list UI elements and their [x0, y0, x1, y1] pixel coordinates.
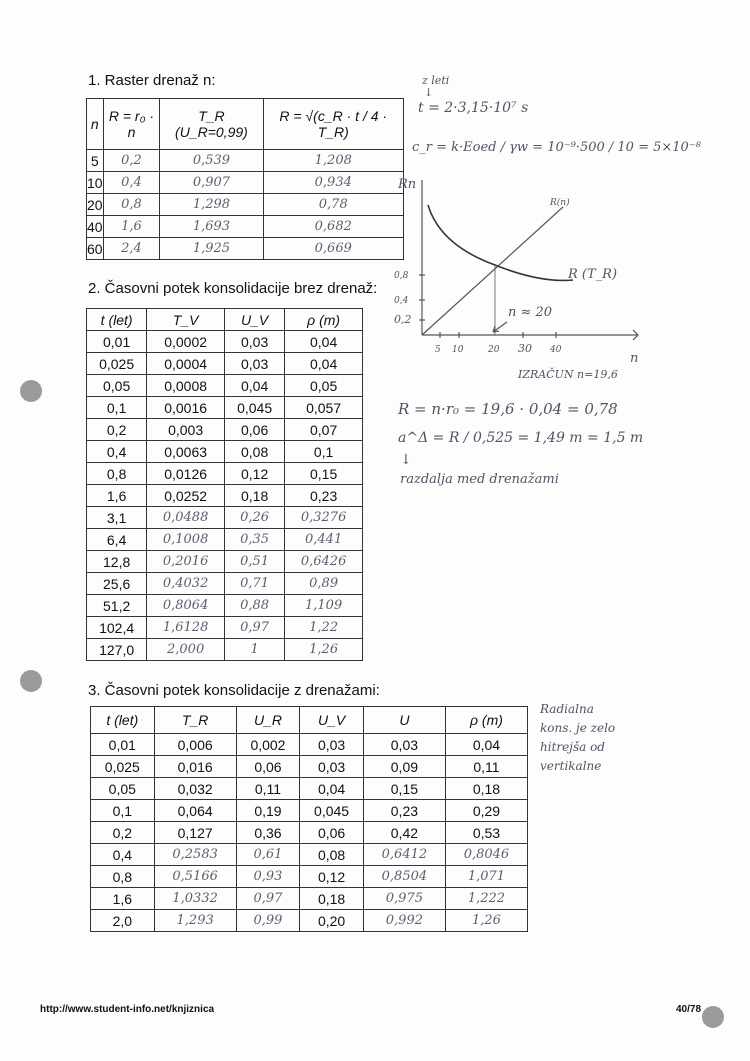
column-header: T_V: [147, 309, 225, 331]
table-cell: 1,925: [160, 238, 263, 260]
table-cell: 0,3276: [285, 507, 363, 529]
table-cell: 25,6: [87, 573, 147, 595]
table-row: [87, 551, 363, 573]
table-cell: 0,42: [363, 822, 445, 844]
note-r-formula: R = n·r₀ = 19,6 · 0,04 = 0,78: [398, 400, 618, 418]
table-cell: 0,29: [445, 800, 527, 822]
table-row: [91, 866, 528, 888]
table-row: [91, 800, 528, 822]
table-row: [87, 172, 404, 194]
section2-heading: 2. Časovni potek konsolidacije brez drenaž:: [88, 280, 378, 297]
table-cell: 3,1: [87, 507, 147, 529]
table-cell: 0,2583: [154, 844, 236, 866]
arrow-down-icon: ↓: [400, 452, 412, 468]
table-cell: 0,8: [87, 463, 147, 485]
table-cell: 0,99: [236, 910, 300, 932]
table-cell: 0,003: [147, 419, 225, 441]
x-tick: 20: [488, 345, 500, 355]
table-cell: 0,8504: [363, 866, 445, 888]
table-cell: 0,19: [236, 800, 300, 822]
table-cell: 0,12: [224, 463, 284, 485]
table-cell: 0,07: [285, 419, 363, 441]
table-cell: 0,064: [154, 800, 236, 822]
table-row: [91, 778, 528, 800]
intersection-label: n ≈ 20: [508, 305, 553, 320]
table-cell: 1,208: [263, 150, 403, 172]
table-cell: 1,071: [445, 866, 527, 888]
note-a-formula: a^Δ = R / 0,525 = 1,49 m = 1,5 m: [398, 430, 644, 446]
page-number: 40/78: [676, 1004, 702, 1015]
table-cell: 2,0: [91, 910, 155, 932]
table-cell: 0,2: [87, 419, 147, 441]
punch-hole: [20, 670, 42, 692]
table-cell: 0,03: [363, 734, 445, 756]
punch-hole: [702, 1006, 724, 1028]
table-cell: 0,934: [263, 172, 403, 194]
table-cell: 0,06: [224, 419, 284, 441]
punch-hole: [20, 380, 42, 402]
table-cell: 0,01: [91, 734, 155, 756]
note-t-formula: t = 2·3,15·10⁷ s: [418, 100, 529, 116]
table-cell: 0,03: [224, 353, 284, 375]
table-row: [87, 194, 404, 216]
x-tick: 5: [435, 345, 441, 355]
table-row: [87, 375, 363, 397]
table-cell: 0,93: [236, 866, 300, 888]
table-cell: 0,006: [154, 734, 236, 756]
table-cell: 0,97: [224, 617, 284, 639]
table-row: [87, 639, 363, 661]
table-row: [91, 756, 528, 778]
table-cell: 0,975: [363, 888, 445, 910]
table-cell: 0,51: [224, 551, 284, 573]
table-cell: 0,15: [285, 463, 363, 485]
table-cell: 0,18: [224, 485, 284, 507]
table-cell: 0,03: [300, 756, 364, 778]
table-cell: 0,03: [224, 331, 284, 353]
table-cell: 1,0332: [154, 888, 236, 910]
table-cell: 0,11: [445, 756, 527, 778]
table-cell: 0,4: [103, 172, 160, 194]
table-cell: 1,293: [154, 910, 236, 932]
column-header: n: [87, 99, 104, 150]
table-cell: 0,025: [91, 756, 155, 778]
table-cell: 2,000: [147, 639, 225, 661]
table-cell: 0,01: [87, 331, 147, 353]
y-tick: 0,4: [394, 296, 409, 306]
table-cell: 0,127: [154, 822, 236, 844]
table-cell: 127,0: [87, 639, 147, 661]
table-row: [87, 463, 363, 485]
table-cell: 0,0004: [147, 353, 225, 375]
result-label: IZRAČUN n=19,6: [518, 368, 618, 381]
table-cell: 1,6: [87, 485, 147, 507]
table-row: [87, 485, 363, 507]
table-cell: 0,78: [263, 194, 403, 216]
table-cell: 0,0063: [147, 441, 225, 463]
table-cell: 0,0252: [147, 485, 225, 507]
curve-r-tr: [428, 205, 573, 280]
table-cell: 1,222: [445, 888, 527, 910]
table-row: [87, 573, 363, 595]
table-cell: 0,97: [236, 888, 300, 910]
table-cell: 0,20: [300, 910, 364, 932]
table-cell: 0,04: [224, 375, 284, 397]
table-cell: 0,23: [285, 485, 363, 507]
column-header: t (let): [87, 309, 147, 331]
table-cell: 0,06: [236, 756, 300, 778]
table-row: [87, 150, 404, 172]
table-cell: 0,0126: [147, 463, 225, 485]
table-cell: 0,016: [154, 756, 236, 778]
table-row: [91, 910, 528, 932]
table-cell: 0,05: [87, 375, 147, 397]
table-cell: 0,26: [224, 507, 284, 529]
table-cell: 0,907: [160, 172, 263, 194]
table-cell: 1,109: [285, 595, 363, 617]
consolidation-with-drains-table: [90, 706, 528, 932]
note-cr-formula: c_r = k·Eoed / γw = 10⁻⁹·500 / 10 = 5×10⁻⁸: [412, 140, 701, 155]
table-cell: 0,8064: [147, 595, 225, 617]
table-cell: 0,18: [300, 888, 364, 910]
x-tick: 30: [518, 342, 532, 355]
table-cell: 0,04: [285, 353, 363, 375]
table-cell: 0,0488: [147, 507, 225, 529]
column-header: U_V: [300, 707, 364, 734]
table-cell: 0,1: [285, 441, 363, 463]
note-line: kons. je zelo: [540, 721, 616, 735]
table-cell: 0,539: [160, 150, 263, 172]
y-tick: 0,2: [394, 313, 412, 326]
footer-url[interactable]: http://www.student-info.net/knjiznica: [40, 1004, 215, 1015]
table-cell: 0,0008: [147, 375, 225, 397]
column-header: R = r₀ · n: [103, 99, 160, 150]
table-cell: 0,53: [445, 822, 527, 844]
table-cell: 0,61: [236, 844, 300, 866]
x-tick: 40: [550, 345, 562, 355]
table-cell: 0,002: [236, 734, 300, 756]
table-cell: 0,669: [263, 238, 403, 260]
table-cell: 0,2: [103, 150, 160, 172]
column-header: ρ (m): [445, 707, 527, 734]
table-cell: 0,0002: [147, 331, 225, 353]
note-line: hitrejša od: [540, 740, 605, 754]
table-cell: 0,032: [154, 778, 236, 800]
column-header: ρ (m): [285, 309, 363, 331]
table-cell: 1,6: [103, 216, 160, 238]
table-cell: 0,04: [285, 331, 363, 353]
table-cell: 0,1008: [147, 529, 225, 551]
table-cell: 1,26: [285, 639, 363, 661]
table-row: [87, 238, 404, 260]
table-cell: 60: [87, 238, 104, 260]
table-row: [87, 617, 363, 639]
table-cell: 0,4032: [147, 573, 225, 595]
table-row: [87, 529, 363, 551]
column-header: T_R: [154, 707, 236, 734]
table-cell: 2,4: [103, 238, 160, 260]
sketch-graph: [390, 170, 700, 385]
table-cell: 0,0016: [147, 397, 225, 419]
table-cell: 0,08: [224, 441, 284, 463]
consolidation-no-drains-table: [86, 308, 363, 661]
note-line: Radialna: [540, 702, 594, 716]
table-cell: 0,03: [300, 734, 364, 756]
table-row: [91, 844, 528, 866]
table-cell: 0,045: [224, 397, 284, 419]
table-cell: 1,693: [160, 216, 263, 238]
table-row: [87, 353, 363, 375]
table-cell: 1,22: [285, 617, 363, 639]
table-row: [91, 734, 528, 756]
table-cell: 20: [87, 194, 104, 216]
table-cell: 1,6: [91, 888, 155, 910]
table-cell: 0,1: [91, 800, 155, 822]
table-cell: 0,23: [363, 800, 445, 822]
table-cell: 0,441: [285, 529, 363, 551]
table-row: [91, 822, 528, 844]
table-cell: 0,992: [363, 910, 445, 932]
table-cell: 0,6412: [363, 844, 445, 866]
table-cell: 0,5166: [154, 866, 236, 888]
table-cell: 0,88: [224, 595, 284, 617]
raster-table: [86, 98, 404, 260]
header-row: [87, 309, 363, 331]
table-cell: 1: [224, 639, 284, 661]
table-cell: 6,4: [87, 529, 147, 551]
table-cell: 40: [87, 216, 104, 238]
section1-heading: 1. Raster drenaž n:: [88, 72, 216, 89]
table-cell: 0,18: [445, 778, 527, 800]
header-row: [87, 99, 404, 150]
table-cell: 0,12: [300, 866, 364, 888]
table-cell: 0,06: [300, 822, 364, 844]
table-cell: 0,35: [224, 529, 284, 551]
table-cell: 0,04: [300, 778, 364, 800]
x-tick: 10: [452, 345, 464, 355]
table-cell: 1,298: [160, 194, 263, 216]
table-cell: 0,682: [263, 216, 403, 238]
table-row: [87, 419, 363, 441]
table-cell: 0,89: [285, 573, 363, 595]
table-row: [87, 595, 363, 617]
table-cell: 0,8046: [445, 844, 527, 866]
table-cell: 0,4: [91, 844, 155, 866]
table-row: [87, 441, 363, 463]
note-line: vertikalne: [540, 759, 602, 773]
y-tick: 0,8: [394, 271, 409, 281]
table-row: [87, 331, 363, 353]
table-cell: 0,04: [445, 734, 527, 756]
header-row: [91, 707, 528, 734]
note-razdalja: razdalja med drenažami: [400, 472, 559, 487]
table-cell: 0,025: [87, 353, 147, 375]
table-cell: 0,1: [87, 397, 147, 419]
table-row: [87, 397, 363, 419]
table-cell: 0,05: [91, 778, 155, 800]
column-header: T_R (U_R=0,99): [160, 99, 263, 150]
curve-label: R (T_R): [568, 267, 618, 282]
table-cell: 0,4: [87, 441, 147, 463]
column-header: U: [363, 707, 445, 734]
table-cell: 0,2: [91, 822, 155, 844]
column-header: t (let): [91, 707, 155, 734]
table-cell: 0,15: [363, 778, 445, 800]
table-row: [91, 888, 528, 910]
table-cell: 0,2016: [147, 551, 225, 573]
table-cell: 0,08: [300, 844, 364, 866]
table-cell: 1,6128: [147, 617, 225, 639]
table-cell: 102,4: [87, 617, 147, 639]
table-cell: 0,8: [103, 194, 160, 216]
note-z-leti: z leti: [422, 74, 450, 87]
section3-heading: 3. Časovni potek konsolidacije z drenažami:: [88, 682, 380, 699]
table-cell: 1,26: [445, 910, 527, 932]
table-cell: 0,6426: [285, 551, 363, 573]
table-cell: 10: [87, 172, 104, 194]
table-cell: 12,8: [87, 551, 147, 573]
table-cell: 0,8: [91, 866, 155, 888]
table-cell: 5: [87, 150, 104, 172]
table-cell: 0,045: [300, 800, 364, 822]
table-cell: 0,09: [363, 756, 445, 778]
table-cell: 0,05: [285, 375, 363, 397]
line-label: R(n): [550, 198, 570, 208]
column-header: U_V: [224, 309, 284, 331]
column-header: R = √(c_R · t / 4 · T_R): [263, 99, 403, 150]
table-row: [87, 507, 363, 529]
table-cell: 51,2: [87, 595, 147, 617]
note-radialna: [540, 700, 615, 776]
table-cell: 0,71: [224, 573, 284, 595]
y-axis-label: Rn: [398, 177, 417, 192]
table-cell: 0,11: [236, 778, 300, 800]
table-row: [87, 216, 404, 238]
column-header: U_R: [236, 707, 300, 734]
table-cell: 0,057: [285, 397, 363, 419]
x-axis-label: n: [630, 351, 639, 366]
table-cell: 0,36: [236, 822, 300, 844]
arrow-down-icon: ↓: [424, 86, 434, 99]
